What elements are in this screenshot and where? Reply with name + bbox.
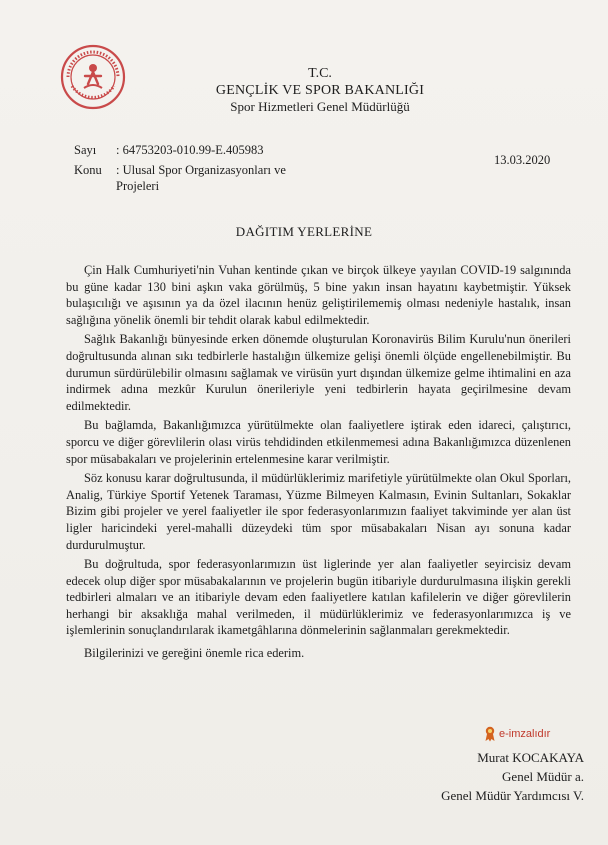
konu-label: Konu [74,163,102,177]
letterhead [180,66,460,115]
e-signature-badge [484,726,550,742]
distribution-heading: DAĞITIM YERLERİNE [235,224,373,239]
ministry-seal-logo [60,44,126,110]
letterhead-directorate: Spor Hizmetleri Genel Müdürlüğü [230,99,410,114]
sayi-label: Sayı [74,143,97,157]
signer-title: Genel Müdür a. [502,769,584,784]
paragraph: Çin Halk Cumhuriyeti'nin Vuhan kentinde çıkan ve birçok ülkeye yayılan COVID-19 salgınında bu güne kadar 130 bini aşkın vaka görülmüş, 5 bine yakın insan hayatını kaybetmiştir. Yüksek bulaşıcılığı ve aşısının ya da özel ilacının henüz geliştirilememiş olması nedeniyle hastalık, insan sağlığına yönelik önemli bir tehdit olarak kabul edilmektedir. [66,263,571,327]
konu-value: : Ulusal Spor Organizasyonları ve Projeleri [116,163,286,193]
signer-title-2: Genel Müdür Yardımcısı V. [441,788,584,803]
paragraph: Bu bağlamda, Bakanlığımızca yürütülmekte olan faaliyetlere iştirak eden idareci, çalıştırıcı, sporcu ve diğer görevlilerin olası virüs tehdidinden etkilenmemesi adına Bakanlığımızca düzenlenen spor müsabakaları ve projelerinin ertelenmesine karar verilmiştir. [66,418,571,466]
document-date: 13.03.2020 [494,153,551,167]
letterhead-line1: T.C. [308,66,332,81]
signature-block [441,748,584,805]
paragraph: Söz konusu karar doğrultusunda, il müdürlüklerimiz marifetiyle yürütülmekte olan Okul Sporları, Analig, Türkiye Sportif Yetenek Taraması, Yüzme Bilmeyen Kalmasın, Evinin Sultanları, Sokaklar Bizim gibi projeler ve yerel faaliyetler ile spor federasyonlarımızın faaliyet takviminde yer alan üst ligler haricindeki yerel-mahalli düzeydeki tüm spor müsabakaları Nisan ayı sonuna kadar durdurulmuştur. [66,471,571,552]
paragraph: Bu doğrultuda, spor federasyonlarımızın üst liglerinde yer alan faaliyetler seyircisiz devam edecek olup diğer spor müsabakalarının ve projelerin bugün itibariyle durdurulmasına ilişkin gerekli tedbirleri almaları ve an itibariyle devam eden faaliyetlere katılan kafilelerin ve diğer görevlilerin herhangi bir aksaklığa mahal verilmeden, il müdürlüklerimiz ve federasyonlarımızca iş ve işlemlerinin sonuçlandırılarak ikametgâhlarına dönmelerinin sağlanmaları gerekmektedir. [66,557,571,638]
paragraph: Sağlık Bakanlığı bünyesinde erken dönemde oluşturulan Koronavirüs Bilim Kurulu'nun önerileri doğrultusunda alınan sıkı tedbirlerle hastalığın ülkemize gelişi önemli ölçüde engellenebilmiştir. Bu durumun sürdürülebilir olmasını sağlamak ve virüsün yurt dışından ülkemize gelme ihtimalini en aza indirmek adına mezkûr Kurulun önerileriyle yeni tedbirlerin hayata geçirilmesine devam edilmektedir. [66,332,571,413]
letter-body [66,262,571,665]
ribbon-icon [484,726,496,742]
sayi-value: : 64753203-010.99-E.405983 [116,143,264,157]
closing-line: Bilgilerinizi ve gereğini önemle rica ederim. [84,646,305,661]
signer-name: Murat KOCAKAYA [477,750,584,765]
letterhead-ministry: GENÇLİK VE SPOR BAKANLIĞI [215,83,425,98]
e-signature-text: e-imzalıdır [499,728,551,740]
